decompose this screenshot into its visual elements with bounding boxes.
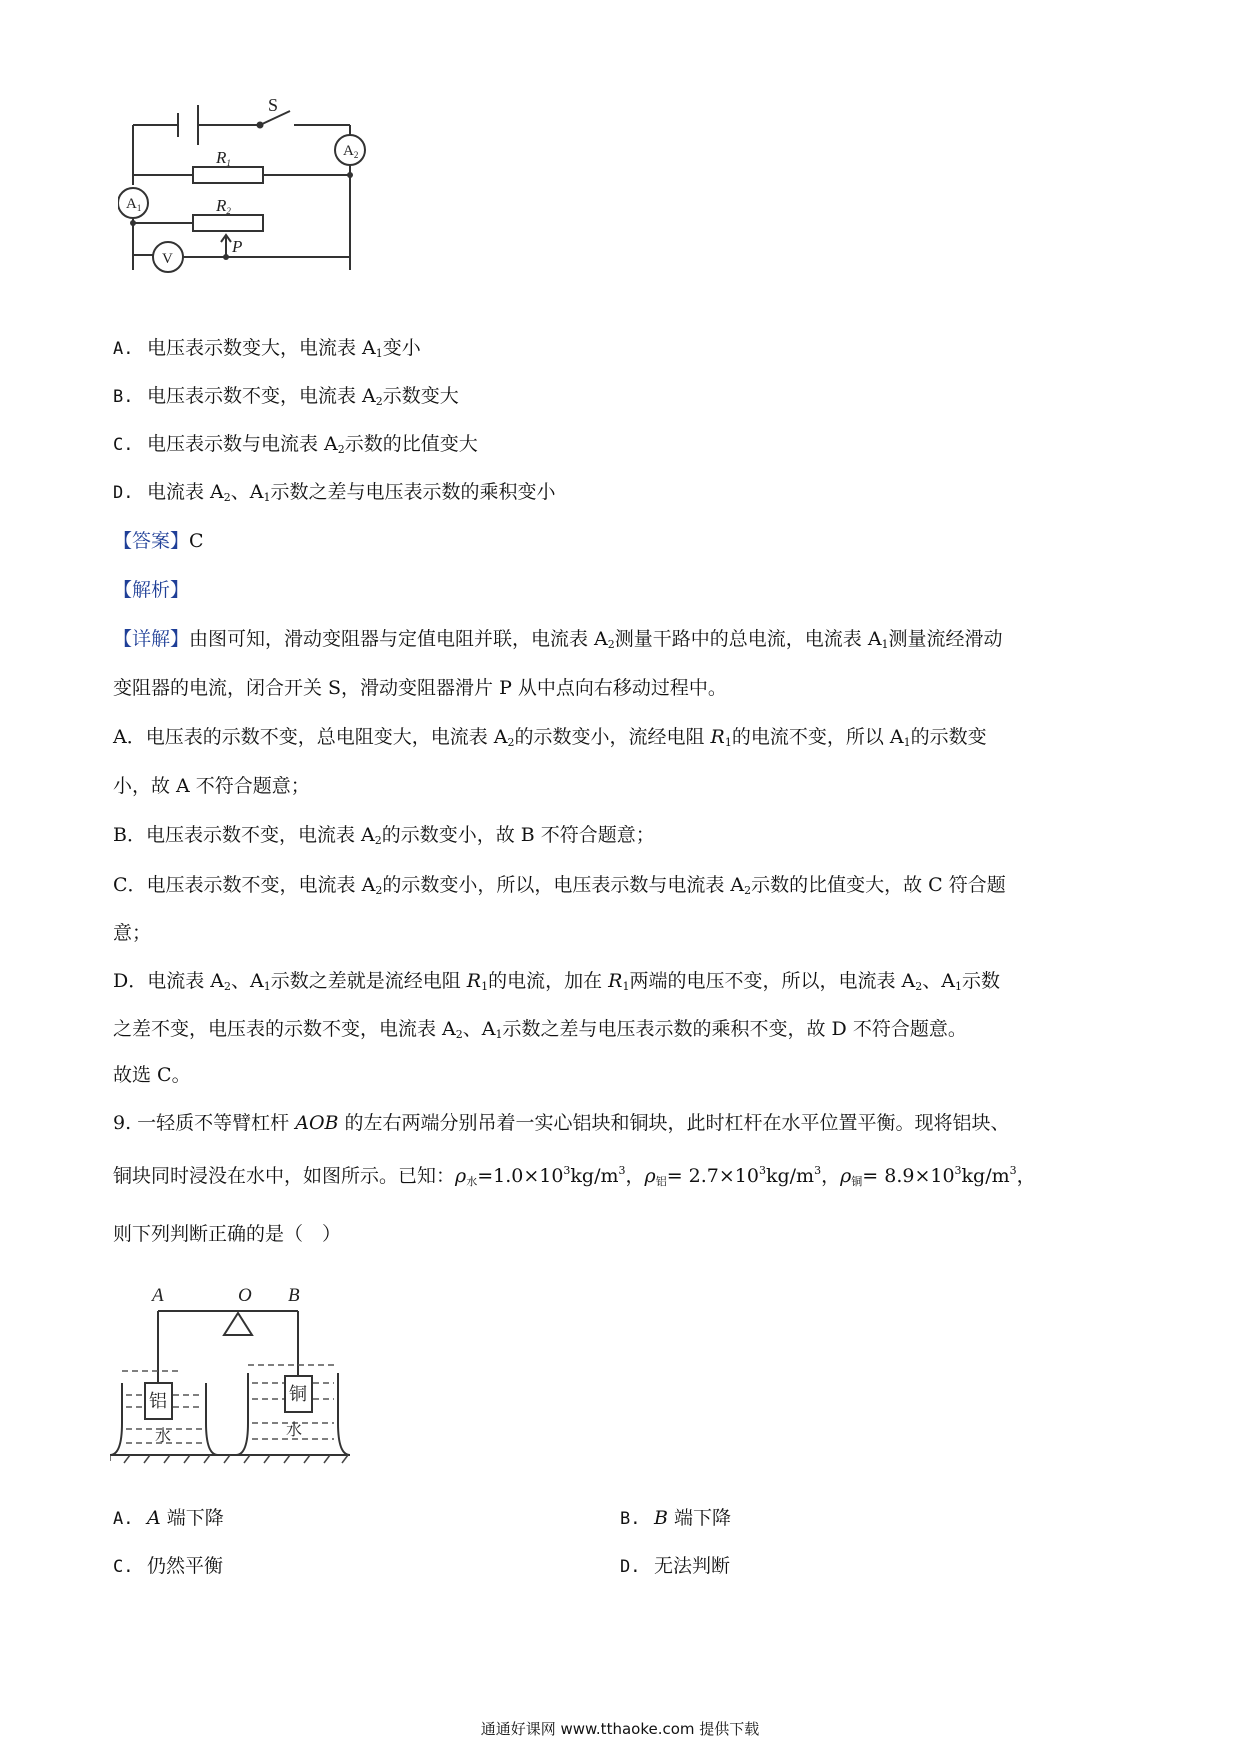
block-label-cu: 铜 (289, 1384, 307, 1405)
detail-a-line-1: A．电压表的示数不变，总电阻变大，电流表 $A_2$的示数变小，流经电阻 $R_1$的电流不变，所以 $A_1$的示数变 (113, 726, 987, 749)
q8-option-b: B. 电压表示数不变，电流表 $A_2$示数变大 (113, 385, 459, 408)
detail-d-line-1: D．电流表 $A_2$、$A_1$示数之差就是流经电阻 $R_1$的电流，加在 $R_1$两端的电压不变，所以，电流表 $A_2$、$A_1$示数 (113, 970, 1000, 993)
q8-option-c: C. 电压表示数与电流表 $A_2$示数的比值变大 (113, 433, 478, 456)
q9-line-2: 铜块同时浸没在水中，如图所示。已知：$\rho_水=1.0\times 10^3kg/m^3$，$\rho_铝= 2.7\times 10^3kg/m^3$，$\rho_铜= 8.9\times 10^3kg/m^3$， (113, 1164, 1036, 1188)
analysis-heading: 【解析】 (113, 579, 190, 601)
switch-label: S (268, 95, 279, 115)
detail-line-2: 变阻器的电流，闭合开关 S，滑动变阻器滑片 P 从中点向右移动过程中。 (113, 677, 727, 699)
q9-option-a: A. A 端下降 (113, 1507, 224, 1529)
q9-line-1: 9. 一轻质不等臂杠杆 AOB 的左右两端分别吊着一实心铝块和铜块，此时杠杆在水平位置平衡。现将铝块、 (113, 1112, 1010, 1134)
lever-label-b: B (288, 1285, 300, 1306)
r1-label: R1 (216, 148, 231, 168)
lever-diagram (110, 1283, 350, 1468)
p-label: P (232, 237, 243, 256)
a1-label: $A_1$ (126, 196, 142, 213)
detail-d-line-2: 之差不变，电压表的示数不变，电流表 $A_2$、$A_1$示数之差与电压表示数的乘积不变，故 D 不符合题意。 (113, 1018, 967, 1041)
answer-tag: 【答案】 (113, 530, 190, 552)
q9-option-b: B. B 端下降 (620, 1507, 732, 1529)
lever-label-o: O (238, 1285, 252, 1306)
answer-value: C (189, 530, 204, 552)
water-label-right: 水 (286, 1420, 303, 1439)
detail-c-line-1: C．电压表示数不变，电流表 $A_2$的示数变小，所以，电压表示数与电流表 $A_2$示数的比值变大，故 C 符合题 (113, 874, 1006, 897)
q9-line-3: 则下列判断正确的是（ ） (113, 1223, 342, 1245)
v-label: V (162, 251, 173, 267)
detail-line-1: 【详解】由图可知，滑动变阻器与定值电阻并联，电流表 $A_2$测量干路中的总电流，电流表 $A_1$测量流经滑动 (113, 628, 1003, 651)
block-label-al: 铝 (149, 1391, 167, 1412)
detail-c-line-2: 意； (113, 922, 152, 944)
detail-conclusion: 故选 C。 (113, 1064, 191, 1086)
q9-option-d: D. 无法判断 (620, 1555, 731, 1577)
detail-b-line: B．电压表示数不变，电流表 $A_2$的示数变小，故 B 不符合题意； (113, 824, 655, 847)
detail-a-line-2: 小，故 A 不符合题意； (113, 775, 310, 797)
q8-option-a: A. 电压表示数变大，电流表 $A_1$变小 (113, 337, 421, 360)
water-label-left: 水 (155, 1426, 172, 1445)
q9-option-c: C. 仍然平衡 (113, 1555, 224, 1577)
page-footer: 通通好课网 www.tthaoke.com 提供下载 (480, 1720, 760, 1738)
circuit-diagram (118, 95, 408, 310)
r2-label: R2 (216, 196, 231, 216)
answer-line (113, 528, 204, 554)
lever-label-a: A (152, 1285, 164, 1306)
q8-option-d: D. 电流表 $A_2$、$A_1$示数之差与电压表示数的乘积变小 (113, 481, 556, 504)
a2-label: $A_2$ (343, 143, 359, 160)
